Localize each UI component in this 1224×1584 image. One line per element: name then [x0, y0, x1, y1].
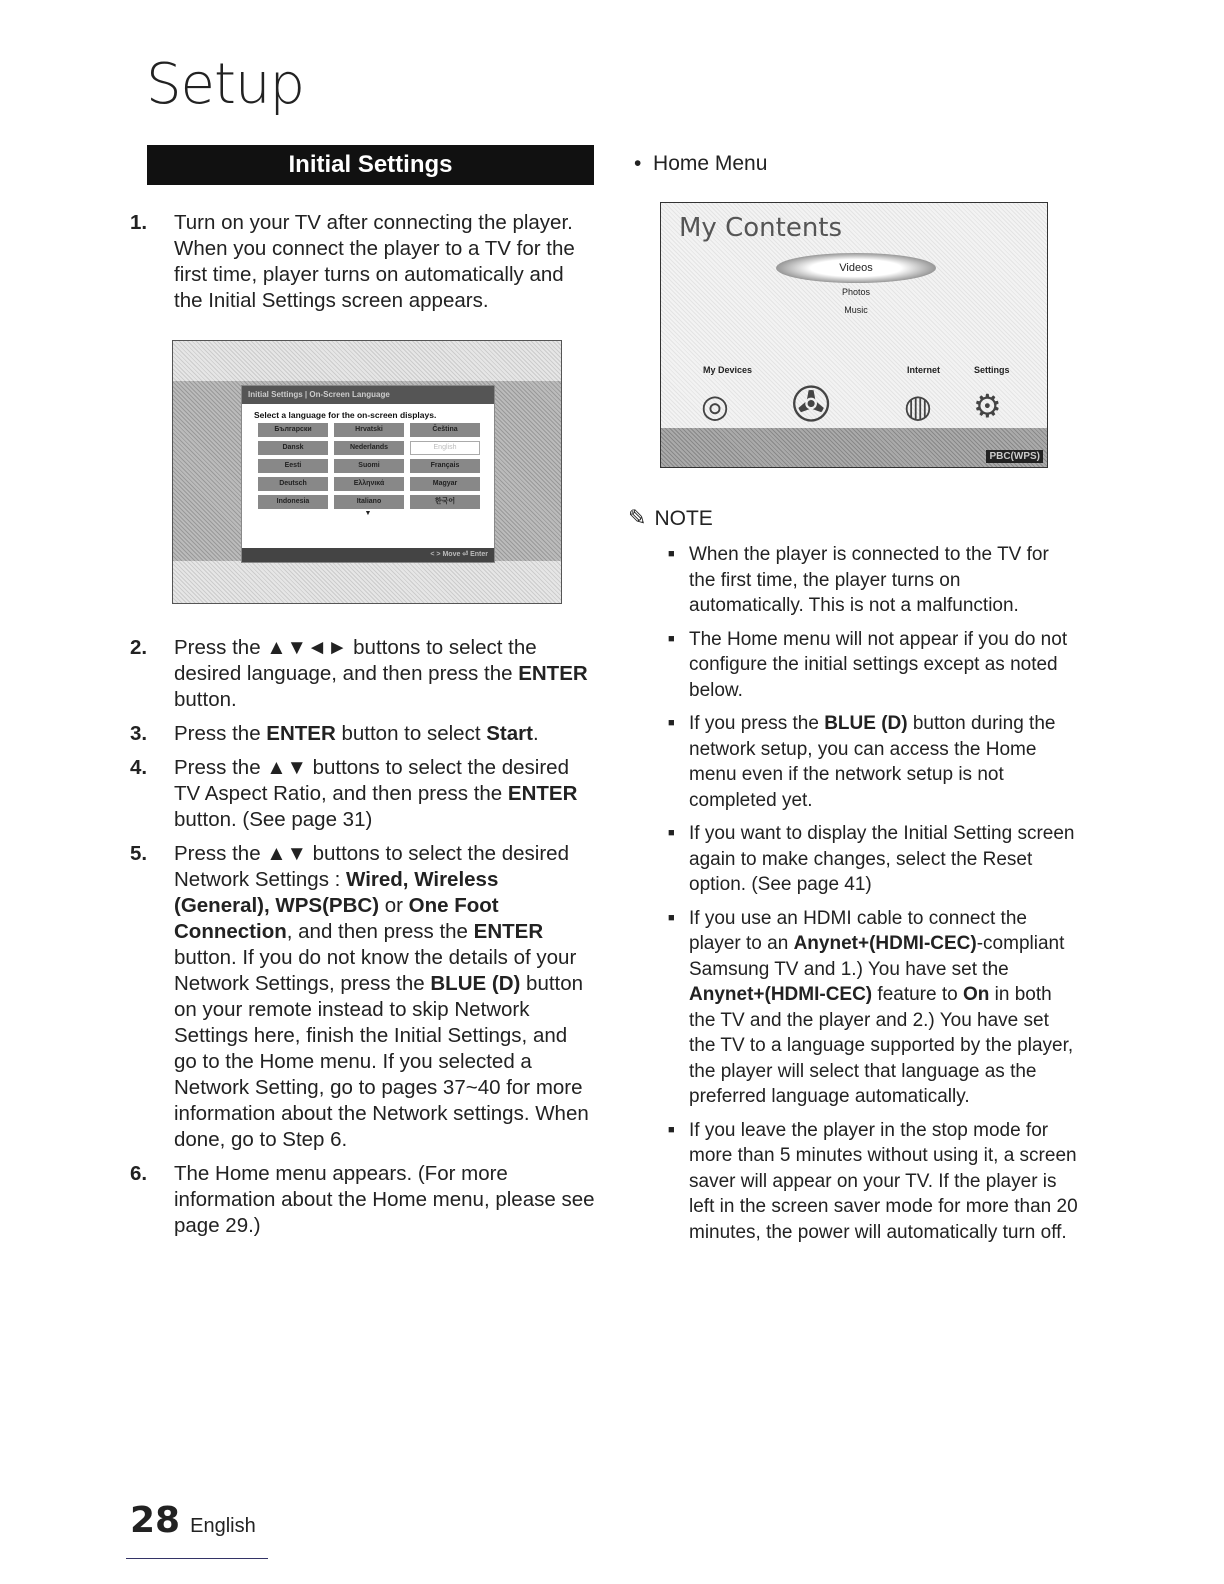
text-run: button during the network setup, you can access the Home menu even if the network setup is not completed yet.	[689, 713, 1056, 811]
home-menu-image	[660, 202, 1048, 468]
steps-list-bottom	[130, 635, 595, 1247]
text-run: button.	[174, 688, 237, 711]
step-text	[174, 841, 595, 1153]
menu-item-photos: Photos	[841, 287, 871, 297]
footer-language: English	[190, 1515, 256, 1537]
text-run: Press the ▲▼ buttons to select the desired TV Aspect Ratio, and then press the	[174, 756, 569, 805]
step-number: 1.	[130, 211, 148, 234]
bold-text: ENTER	[473, 920, 544, 943]
globe-icon: ◍	[904, 388, 932, 424]
language-option: 한국어	[410, 495, 480, 509]
bullet-icon: ■	[668, 911, 675, 924]
note-text	[689, 906, 1078, 1110]
step-item	[130, 210, 595, 314]
text-run: .	[532, 722, 539, 745]
language-option: Hrvatski	[334, 423, 404, 437]
text-run: The Home menu appears. (For more information about the Home menu, please see page 29.)	[174, 1162, 595, 1237]
note-item	[668, 711, 1078, 813]
bold-text: Start	[486, 722, 533, 745]
text-run: Press the	[174, 722, 267, 745]
note-item	[668, 627, 1078, 704]
language-screen-image	[172, 340, 562, 604]
note-label: NOTE	[654, 507, 713, 530]
bold-text: ENTER	[518, 662, 588, 685]
section-header: Initial Settings	[147, 145, 594, 185]
language-dialog	[241, 385, 495, 563]
dialog-title: Initial Settings | On-Screen Language	[242, 386, 494, 404]
page-number: 28	[130, 1500, 181, 1541]
category-settings: Settings	[974, 365, 1010, 375]
menu-item-music: Music	[844, 305, 868, 315]
step-text	[174, 755, 595, 833]
disc-icon: ◎	[701, 388, 729, 424]
category-internet: Internet	[907, 365, 941, 375]
note-text	[689, 711, 1078, 813]
text-run: in both the TV and the player and 2.) You have set the TV to a language supported by the player, the player will select that language as the preferred language automatically.	[689, 984, 1074, 1107]
bullet-icon: ■	[668, 717, 675, 729]
bold-text: BLUE (D)	[824, 713, 908, 734]
film-reel-icon: ✇	[791, 379, 832, 432]
text-run: feature to	[872, 984, 963, 1005]
home-menu-heading-text: Home Menu	[653, 152, 768, 175]
language-option: Български	[258, 423, 328, 437]
bold-text: Wired, Wireless (General), WPS(PBC)	[174, 868, 499, 917]
bullet-icon: ■	[668, 548, 675, 560]
note-text	[689, 542, 1078, 619]
language-option: Dansk	[258, 441, 328, 455]
text-run: Press the ▲▼ buttons to select the desired Network Settings :	[174, 842, 569, 891]
language-option: Indonesia	[258, 495, 328, 509]
text-run: When the player is connected to the TV for the first time, the player turns on automatically. This is not a malfunction.	[689, 544, 1049, 616]
step-number: 3.	[130, 722, 148, 745]
text-run: button to select	[335, 722, 487, 745]
step-number: 6.	[130, 1162, 148, 1185]
text-run: , and then press the	[286, 920, 474, 943]
gear-icon: ⚙	[973, 388, 1002, 424]
language-option: Nederlands	[334, 441, 404, 455]
dialog-footer: < > Move ⏎ Enter	[242, 548, 494, 562]
note-heading	[628, 505, 713, 531]
note-item	[668, 542, 1078, 619]
note-item	[668, 821, 1078, 898]
note-text	[689, 821, 1078, 898]
note-item	[668, 906, 1078, 1110]
step-number: 2.	[130, 636, 148, 659]
language-option: Magyar	[410, 477, 480, 491]
note-text	[689, 1118, 1078, 1246]
bullet-icon: •	[634, 152, 654, 175]
note-text	[689, 627, 1078, 704]
home-menu-heading	[634, 152, 767, 176]
language-option: Ελληνικά	[334, 477, 404, 491]
text-run: button. (See page 31)	[174, 808, 373, 831]
language-option: English	[410, 441, 480, 455]
text-run: If you press the	[689, 713, 825, 734]
bold-text: ENTER	[507, 782, 578, 805]
pencil-icon: ✎	[628, 505, 647, 530]
step-item	[130, 755, 595, 833]
bold-text: Anynet+(HDMI-CEC)	[689, 984, 873, 1005]
text-run: button. If you do not know the details of your Network Settings, press the	[174, 946, 577, 995]
step-text	[174, 635, 595, 713]
language-grid	[242, 423, 494, 509]
language-option: Eesti	[258, 459, 328, 473]
page-title: Setup	[146, 52, 304, 117]
language-option: Suomi	[334, 459, 404, 473]
menu-item-videos: Videos	[776, 253, 936, 283]
home-menu-title: My Contents	[679, 213, 843, 243]
bullet-icon: ■	[668, 827, 675, 839]
step-item	[130, 635, 595, 713]
text-run: button on your remote instead to skip Network Settings here, finish the Initial Settings, and go to the Home menu. If you selected a Network Setting, go to pages 37~40 for more information about the Network settings. When done, go to Step 6.	[174, 972, 589, 1151]
language-option: Deutsch	[258, 477, 328, 491]
text-run: If you want to display the Initial Setting screen again to make changes, select the Reset option. (See page 41)	[689, 823, 1075, 895]
bold-text: One Foot Connection	[174, 894, 499, 943]
step-item	[130, 1161, 595, 1239]
note-list	[668, 542, 1078, 1253]
text-run: If you use an HDMI cable to connect the player to an	[689, 907, 1027, 954]
step-number: 5.	[130, 842, 148, 865]
steps-list-top	[130, 210, 595, 322]
bold-text: ENTER	[266, 722, 336, 745]
text-run: -compliant Samsung TV and 1.) You have set the	[689, 933, 1065, 980]
bold-text: Anynet+(HDMI-CEC)	[793, 933, 977, 954]
bold-text: On	[962, 984, 990, 1005]
step-item	[130, 721, 595, 747]
text-run: Press the ▲▼◄► buttons to select the desired language, and then press the	[174, 636, 537, 685]
scroll-down-icon: ▼	[364, 510, 372, 517]
bold-text: BLUE (D)	[430, 972, 521, 995]
step-text	[174, 721, 539, 747]
note-item	[668, 1118, 1078, 1246]
step-item	[130, 841, 595, 1153]
bullet-icon: ■	[668, 632, 675, 645]
footer-rule	[126, 1558, 268, 1559]
category-my-devices: My Devices	[703, 365, 753, 375]
language-option: Italiano	[334, 495, 404, 509]
text-run: Turn on your TV after connecting the player. When you connect the player to a TV for the first time, player turns on automatically and the Initial Settings screen appears.	[174, 211, 575, 312]
text-run: If you leave the player in the stop mode for more than 5 minutes without using it, a screen saver will appear on your TV. If the player is left in the screen saver mode for more than 20 minutes, the power will automatically turn off.	[689, 1119, 1078, 1243]
language-option: Français	[410, 459, 480, 473]
step-number: 4.	[130, 756, 148, 779]
dialog-prompt: Select a language for the on-screen displays.	[254, 410, 437, 420]
text-run: The Home menu will not appear if you do not configure the initial settings except as noted below.	[689, 628, 1068, 701]
step-text	[174, 210, 595, 314]
bullet-icon: ■	[668, 1123, 675, 1136]
step-text	[174, 1161, 595, 1239]
pbc-wps-button: PBC(WPS)	[986, 450, 1043, 463]
language-option: Čeština	[410, 423, 480, 437]
page-footer	[130, 1500, 256, 1541]
text-run: or	[379, 894, 409, 917]
